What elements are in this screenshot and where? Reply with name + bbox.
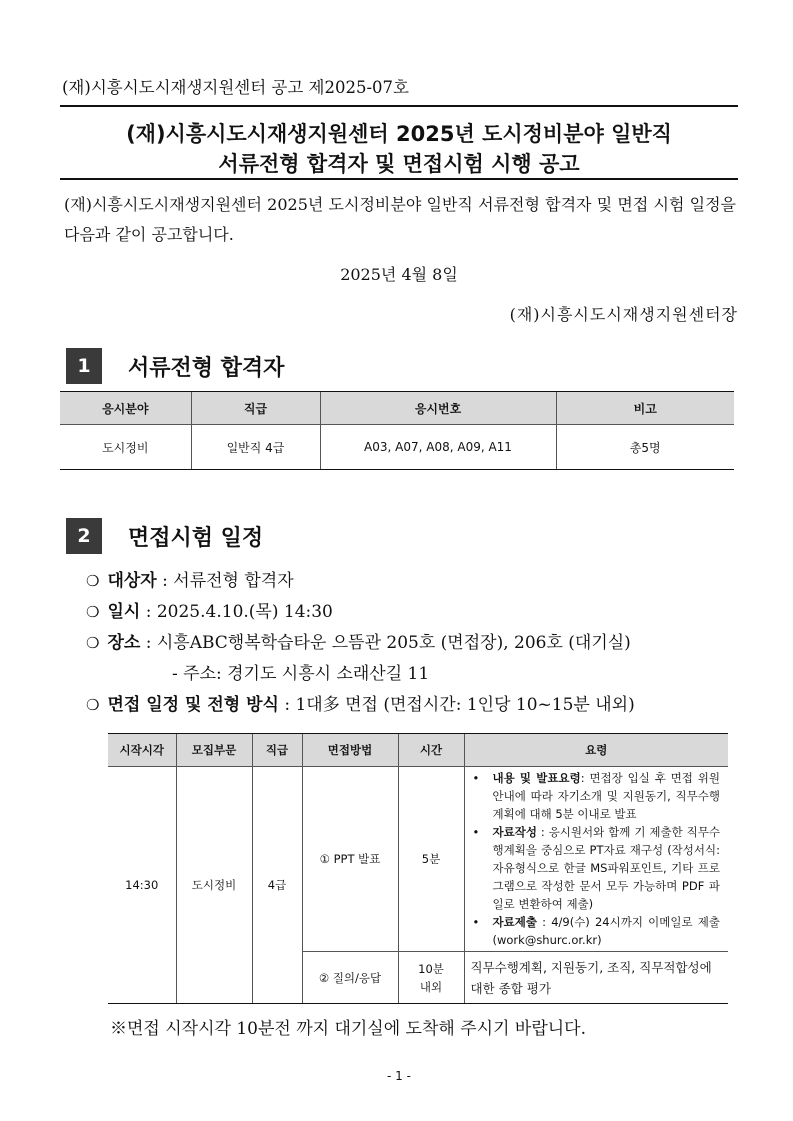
method-cell: ② 질의/응답: [302, 952, 398, 1004]
item-separator: :: [140, 633, 157, 653]
notice-date: 2025년 4월 8일: [340, 265, 458, 284]
department-cell: 도시정비: [176, 767, 252, 1004]
section2-number: 2: [66, 518, 102, 554]
interview-schedule-table: [108, 733, 728, 1004]
list-item-target: [86, 566, 746, 597]
list-item: [471, 769, 721, 823]
table-row: [108, 767, 728, 952]
page-number: - 1 -: [387, 1069, 411, 1083]
duration-cell: 5분: [398, 767, 464, 952]
notice-title-line1: (재)시흥시도시재생지원센터 2025년 도시정비분야 일반직: [126, 122, 672, 146]
item-label: 면접 일정 및 전형 방식: [107, 695, 279, 715]
item-label: 일시: [107, 602, 141, 622]
column-header: 모집부문: [176, 734, 252, 767]
column-header: 시간: [398, 734, 464, 767]
intro-text: (재)시흥시도시재생지원센터 2025년 도시정비분야 일반직 서류전형 합격자 및 면접 시험 일정을 다음과 같이 공고합니다.: [64, 195, 736, 244]
list-item: [471, 823, 721, 913]
list-item-location: [86, 628, 746, 659]
notice-number: (재)시흥시도시재생지원센터 공고 제2025-07호: [62, 78, 409, 97]
circle-bullet-icon: ❍: [86, 572, 100, 590]
guideline-cell: [464, 767, 728, 952]
header-top-rule: [60, 105, 738, 107]
item-value: 서류전형 합격자: [173, 571, 294, 591]
duration-line: 10분: [418, 961, 444, 976]
section1-number: 1: [66, 348, 102, 384]
list-item-method: [86, 690, 746, 721]
section2-heading: [66, 518, 263, 554]
table-cell: 총5명: [556, 425, 734, 470]
section2-title: 면접시험 일정: [128, 525, 264, 551]
item-separator: :: [156, 571, 174, 591]
notice-page: [60, 0, 740, 1121]
list-item-datetime: [86, 597, 746, 628]
header-bottom-rule: [60, 178, 738, 180]
guideline-text: : 응시원서와 함께 기 제출한 직무수행계획을 중심으로 PT자료 재구성 (작성서식: 자유형식으로 한글 MS파워포인트, 기타 프로그램으로 작성한 문서 모두 가능하며 PDF 파일로 변환하여 제출): [492, 825, 720, 911]
duration-cell: [398, 952, 464, 1004]
section1-heading: [66, 348, 284, 384]
item-value: 1대多 면접 (면접시간: 1인당 10~15분 내외): [295, 695, 635, 715]
guideline-cell: 직무수행계획, 지원동기, 조직, 직무적합성에 대한 종합 평가: [464, 952, 728, 1004]
guideline-list: [471, 769, 721, 949]
list-item: [471, 913, 721, 949]
table-cell: 도시정비: [60, 425, 191, 470]
item-value: - 주소: 경기도 시흥시 소래산길 11: [172, 664, 430, 684]
item-label: 대상자: [107, 571, 157, 591]
column-header: 시작시각: [108, 734, 176, 767]
start-time-cell: 14:30: [108, 767, 176, 1004]
column-header: 요령: [464, 734, 728, 767]
footnote: ※면접 시작시각 10분전 까지 대기실에 도착해 주시기 바랍니다.: [110, 1019, 586, 1039]
circle-bullet-icon: ❍: [86, 696, 100, 714]
column-header: 응시번호: [320, 392, 556, 425]
circle-bullet-icon: ❍: [86, 603, 100, 621]
list-item-address: [86, 659, 746, 690]
table-header-row: [108, 734, 728, 767]
column-header: 면접방법: [302, 734, 398, 767]
guideline-label: 내용 및 발표요령: [492, 771, 581, 785]
table-header-row: [60, 392, 734, 425]
guideline-text: : 면접장 입실 후 면접 위원 안내에 따라 자기소개 및 지원동기, 직무수행계획에 대해 5분 이내로 발표: [492, 771, 720, 821]
notice-signer: (재)시흥시도시재생지원센터장: [509, 305, 738, 324]
grade-cell: 4급: [252, 767, 302, 1004]
column-header: 비고: [556, 392, 734, 425]
interview-info-list: [86, 566, 746, 721]
column-header: 직급: [191, 392, 320, 425]
item-value: 시흥ABC행복학습타운 으뜸관 205호 (면접장), 206호 (대기실): [156, 633, 631, 653]
table-cell: 일반직 4급: [191, 425, 320, 470]
table-row: [60, 425, 734, 470]
column-header: 직급: [252, 734, 302, 767]
method-cell: ① PPT 발표: [302, 767, 398, 952]
column-header: 응시분야: [60, 392, 191, 425]
table-cell: A03, A07, A08, A09, A11: [320, 425, 556, 470]
section1-title: 서류전형 합격자: [128, 355, 285, 381]
item-label: 장소: [107, 633, 141, 653]
item-separator: :: [278, 695, 296, 715]
circle-bullet-icon: ❍: [86, 634, 100, 652]
duration-line: 내외: [419, 979, 443, 994]
item-separator: :: [140, 602, 157, 622]
guideline-text: : 4/9(수) 24시까지 이메일로 제출(work@shurc.or.kr): [492, 915, 720, 947]
item-value: 2025.4.10.(목) 14:30: [156, 602, 333, 622]
notice-title-line2: 서류전형 합격자 및 면접시험 시행 공고: [218, 152, 580, 176]
guideline-label: 자료작성: [492, 825, 537, 839]
passed-applicants-table: [60, 391, 734, 470]
guideline-label: 자료제출: [492, 915, 537, 929]
